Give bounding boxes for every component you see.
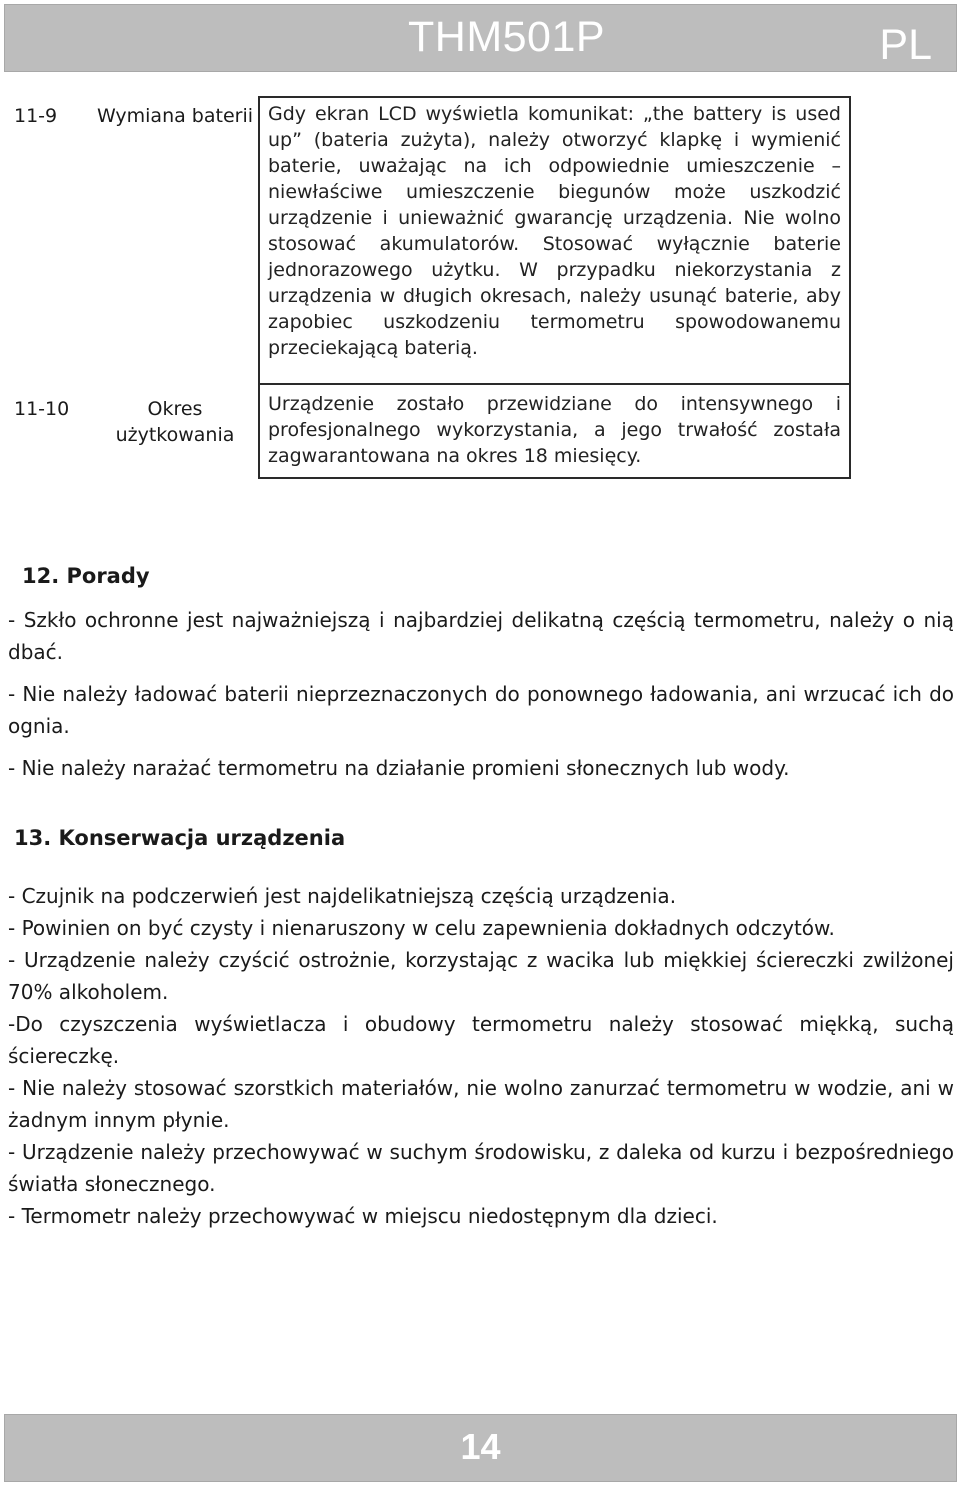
list-item: - Urządzenie należy czyścić ostrożnie, korzystając z wacika lub miękkiej ściereczki zwilżonej 70% alkoholem.	[8, 948, 954, 1004]
section-title: 13. Konserwacja urządzenia	[14, 826, 346, 850]
row-description: Urządzenie zostało przewidziane do intensywnego i profesjonalnego wykorzystania, a jego trwałość została zagwarantowana na okres 18 miesięcy.	[259, 384, 850, 478]
header-bar	[4, 4, 957, 72]
table-row	[8, 97, 850, 369]
language-code: PL	[879, 21, 932, 69]
list-item: - Czujnik na podczerwień jest najdelikatniejszą częścią urządzenia.	[8, 884, 677, 908]
spec-table	[8, 96, 851, 479]
list-item: - Nie należy ładować baterii nieprzeznaczonych do ponownego ładowania, ani wrzucać ich do ognia.	[8, 682, 954, 738]
list-item: - Szkło ochronne jest najważniejszą i najbardziej delikatną częścią termometru, należy o nią dbać.	[8, 608, 954, 664]
list-item: - Nie należy stosować szorstkich materiałów, nie wolno zanurzać termometru w wodzie, ani w żadnym innym płynie.	[8, 1076, 954, 1132]
section-title: 12. Porady	[22, 564, 150, 588]
model-title: THM501P	[408, 13, 606, 61]
list-item: - Nie należy narażać termometru na działanie promieni słonecznych lub wody.	[8, 756, 790, 780]
list-item: - Powinien on być czysty i nienaruszony w celu zapewnienia dokładnych odczytów.	[8, 916, 835, 940]
row-number: 11-9	[14, 105, 58, 127]
list-item: - Urządzenie należy przechowywać w suchym środowisku, z daleka od kurzu i bezpośredniego światła słonecznego.	[8, 1140, 954, 1196]
row-description: Gdy ekran LCD wyświetla komunikat: „the battery is used up” (bateria zużyta), należy otworzyć klapkę i wymienić baterie, uważając na ich odpowiednie umieszczenie – niewłaściwe umieszczenie biegunów może uszkodzić urządzenie i unieważnić gwarancję urządzenia. Nie wolno stosować akumulatorów. Stosować wyłącznie baterie jednorazowego użytku. W przypadku niekorzystania z urządzenia w długich okresach, należy usunąć baterie, aby zapobiec uszkodzeniu termometru spowodowanemu przeciekającą baterią.	[259, 97, 850, 369]
row-title: Okres użytkowania	[115, 398, 235, 446]
list-item: -Do czyszczenia wyświetlacza i obudowy termometru należy stosować miękką, suchą ściereczkę.	[8, 1012, 954, 1068]
page-number: 14	[460, 1426, 501, 1467]
list-item: - Termometr należy przechowywać w miejscu niedostępnym dla dzieci.	[8, 1204, 718, 1228]
tips-section	[8, 560, 954, 794]
row-title: Wymiana baterii	[96, 105, 254, 127]
footer-bar	[4, 1414, 957, 1482]
table-row	[8, 384, 850, 478]
row-separator	[8, 369, 850, 384]
row-number: 11-10	[14, 398, 70, 420]
maintenance-section	[8, 822, 954, 1232]
